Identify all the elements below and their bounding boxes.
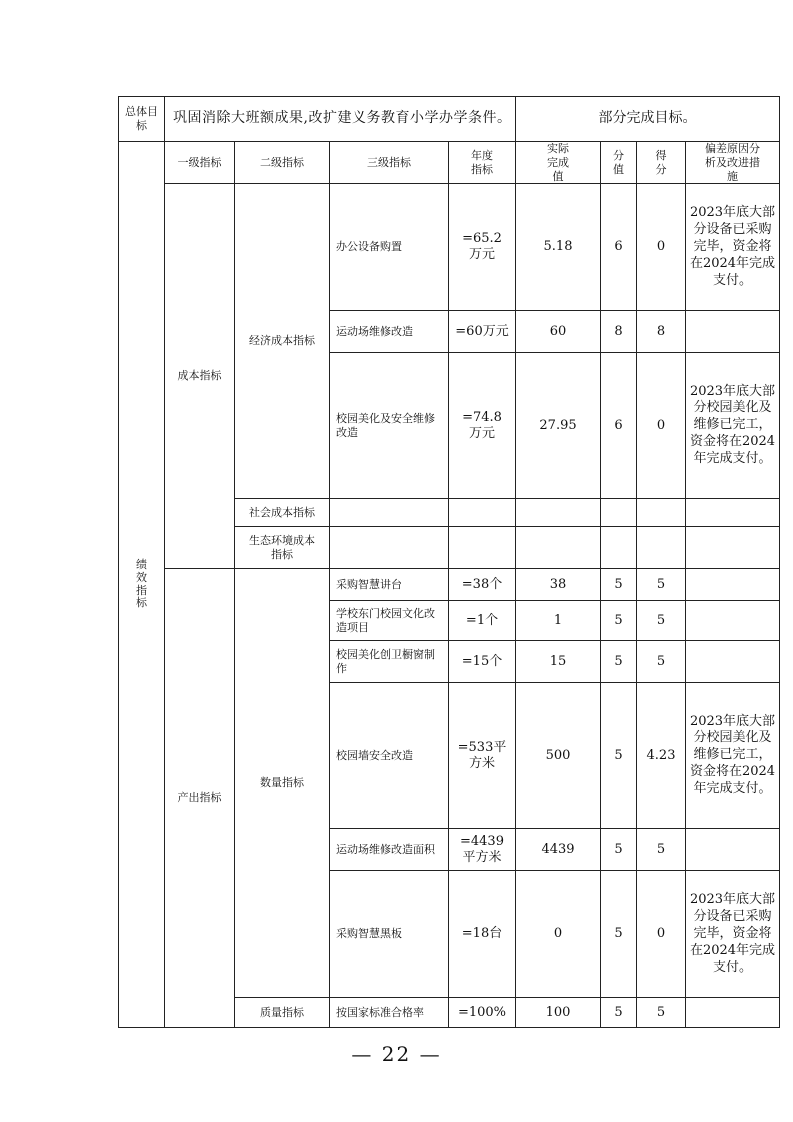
- header-score-text: 得分: [655, 148, 667, 176]
- goal-row: [119, 97, 780, 142]
- level3-cell: 办公设备购置: [330, 184, 449, 311]
- actual-cell: [516, 499, 601, 527]
- goal-label: 总体目标: [119, 97, 165, 142]
- header-annual-target: [449, 142, 516, 184]
- header-level1: 一级指标: [165, 142, 235, 184]
- value-cell: 5: [601, 871, 637, 998]
- target-cell: =38个: [449, 569, 516, 601]
- actual-cell: 100: [516, 998, 601, 1028]
- actual-cell: 15: [516, 641, 601, 683]
- score-cell: 5: [637, 601, 686, 641]
- header-annual-target-text: 年度指标: [471, 148, 493, 176]
- level3-cell: [330, 499, 449, 527]
- page-number: — 22 —: [351, 1042, 442, 1066]
- target-text: =4439平方米: [460, 833, 504, 865]
- level3-text: 校园美化创卫橱窗制作: [336, 648, 435, 675]
- level3-text: 运动场维修改造面积: [336, 842, 435, 856]
- section-label: 绩效指标: [136, 558, 147, 610]
- target-cell: [449, 683, 516, 829]
- value-cell: 5: [601, 829, 637, 871]
- performance-table: [118, 96, 780, 1028]
- target-cell: [449, 829, 516, 871]
- table-row: [119, 184, 780, 311]
- reason-cell: [686, 829, 780, 871]
- value-cell: [601, 499, 637, 527]
- level3-text: 校园美化及安全维修改造: [336, 412, 435, 439]
- output-quantity: 数量指标: [235, 569, 330, 998]
- score-cell: 5: [637, 829, 686, 871]
- level3-cell: 按国家标准合格率: [330, 998, 449, 1028]
- actual-cell: 5.18: [516, 184, 601, 311]
- level3-cell: [330, 641, 449, 683]
- target-cell: =18台: [449, 871, 516, 998]
- actual-cell: 500: [516, 683, 601, 829]
- level3-cell: [330, 353, 449, 499]
- target-cell: [449, 527, 516, 569]
- level3-cell: 运动场维修改造: [330, 311, 449, 353]
- target-text: =65.2万元: [462, 231, 502, 263]
- target-cell: =1个: [449, 601, 516, 641]
- value-cell: 6: [601, 184, 637, 311]
- cost-eco: [235, 527, 330, 569]
- target-cell: =100%: [449, 998, 516, 1028]
- reason-cell: [686, 641, 780, 683]
- reason-cell: 2023年底大部分设备已采购完毕，资金将在2024年完成支付。: [686, 184, 780, 311]
- score-cell: [637, 499, 686, 527]
- header-actual: [516, 142, 601, 184]
- score-cell: 0: [637, 353, 686, 499]
- reason-cell: 2023年底大部分校园美化及维修已完工，资金将在2024年完成支付。: [686, 353, 780, 499]
- target-text: =74.8万元: [462, 409, 502, 441]
- reason-cell: [686, 569, 780, 601]
- value-cell: 5: [601, 641, 637, 683]
- cost-social: 社会成本指标: [235, 499, 330, 527]
- header-reason-text: 偏差原因分析及改进措施: [705, 142, 761, 183]
- value-cell: 5: [601, 601, 637, 641]
- target-cell: [449, 311, 516, 353]
- level3-cell: [330, 601, 449, 641]
- reason-cell: 2023年底大部分校园美化及维修已完工，资金将在2024年完成支付。: [686, 683, 780, 829]
- level3-text: 学校东门校园文化改造项目: [336, 607, 435, 634]
- score-cell: 5: [637, 998, 686, 1028]
- goal-completion: 部分完成目标。: [516, 97, 780, 142]
- output-level1: 产出指标: [165, 569, 235, 1028]
- header-score: [637, 142, 686, 184]
- actual-cell: [516, 527, 601, 569]
- score-cell: 8: [637, 311, 686, 353]
- target-cell: [449, 353, 516, 499]
- header-level3: 三级指标: [330, 142, 449, 184]
- actual-cell: 60: [516, 311, 601, 353]
- reason-cell: [686, 527, 780, 569]
- section-label-cell: [119, 142, 165, 1028]
- goal-text: 巩固消除大班额成果,改扩建义务教育小学办学条件。: [165, 97, 516, 142]
- level3-cell: 采购智慧讲台: [330, 569, 449, 601]
- score-cell: 5: [637, 641, 686, 683]
- reason-cell: [686, 499, 780, 527]
- cost-economic: 经济成本指标: [235, 184, 330, 499]
- score-cell: [637, 527, 686, 569]
- target-cell: =15个: [449, 641, 516, 683]
- target-text: =60万元: [455, 323, 509, 339]
- header-row: [119, 142, 780, 184]
- reason-cell: 2023年底大部分设备已采购完毕，资金将在2024年完成支付。: [686, 871, 780, 998]
- value-cell: 8: [601, 311, 637, 353]
- actual-cell: 27.95: [516, 353, 601, 499]
- header-reason: [686, 142, 780, 184]
- table-row: [119, 569, 780, 601]
- cost-eco-text: 生态环境成本指标: [249, 534, 315, 561]
- score-cell: 0: [637, 871, 686, 998]
- target-cell: [449, 499, 516, 527]
- actual-cell: 1: [516, 601, 601, 641]
- actual-cell: 4439: [516, 829, 601, 871]
- value-cell: 5: [601, 569, 637, 601]
- header-actual-text: 实际完成值: [547, 142, 570, 183]
- value-cell: 5: [601, 683, 637, 829]
- score-cell: 5: [637, 569, 686, 601]
- header-level2: 二级指标: [235, 142, 330, 184]
- target-cell: [449, 184, 516, 311]
- cost-level1: 成本指标: [165, 184, 235, 569]
- actual-cell: 38: [516, 569, 601, 601]
- target-text: =533平方米: [457, 739, 507, 771]
- reason-cell: [686, 311, 780, 353]
- value-cell: 5: [601, 998, 637, 1028]
- value-cell: [601, 527, 637, 569]
- actual-cell: 0: [516, 871, 601, 998]
- header-score-value-text: 分值: [613, 148, 625, 176]
- level3-cell: 采购智慧黑板: [330, 871, 449, 998]
- score-cell: 0: [637, 184, 686, 311]
- level3-cell: [330, 527, 449, 569]
- header-score-value: [601, 142, 637, 184]
- value-cell: 6: [601, 353, 637, 499]
- output-quality: 质量指标: [235, 998, 330, 1028]
- reason-cell: [686, 998, 780, 1028]
- score-cell: 4.23: [637, 683, 686, 829]
- level3-cell: [330, 829, 449, 871]
- reason-cell: [686, 601, 780, 641]
- level3-cell: 校园墙安全改造: [330, 683, 449, 829]
